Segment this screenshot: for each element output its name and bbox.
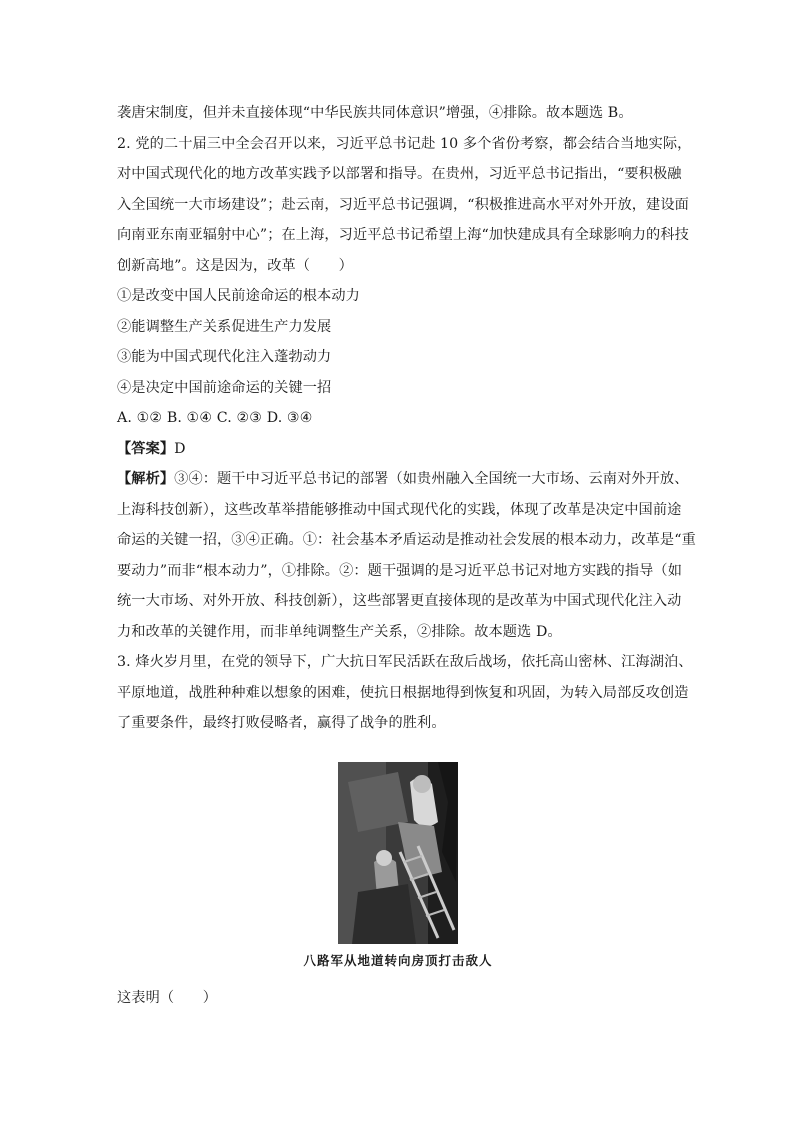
answer-line bbox=[117, 434, 697, 465]
analysis-line-3: 命运的关键一招，③④正确。①：社会基本矛盾运动是推动社会发展的根本动力，改革是“重 bbox=[117, 532, 696, 548]
option-4: ④是决定中国前途命运的关键一招 bbox=[117, 379, 332, 396]
analysis-line-4: 要动力”而非“根本动力”，①排除。②：题干强调的是习近平总书记对地方实践的指导（如 bbox=[117, 562, 682, 579]
historical-photo bbox=[338, 762, 458, 944]
analysis-line-6: 力和改革的关键作用，而非单纯调整生产关系，②排除。故本题选 D。 bbox=[117, 623, 562, 640]
document-content bbox=[117, 98, 697, 739]
analysis-line-1 bbox=[117, 464, 697, 495]
question-2-line-1: 2. 党的二十届三中全会召开以来，习近平总书记赴 10 多个省份考察，都会结合当地实际， bbox=[117, 135, 692, 152]
option-3: ③能为中国式现代化注入蓬勃动力 bbox=[117, 349, 332, 365]
soldiers-climbing-image bbox=[338, 762, 458, 944]
answer-label: 【答案】 bbox=[117, 440, 175, 457]
analysis-line-2: 上海科技创新），这些改革举措能够推动中国式现代化的实践，体现了改革是决定中国前途 bbox=[117, 501, 682, 518]
question-3-line-1: 3. 烽火岁月里，在党的领导下，广大抗日军民活跃在敌后战场，依托高山密林、江海湖泊、 bbox=[117, 654, 693, 670]
question-3-line-2: 平原地道，战胜种种难以想象的困难，使抗日根据地得到恢复和巩固，为转入局部反攻创造 bbox=[117, 684, 689, 701]
prev-analysis-tail: 袭唐宋制度，但并未直接体现“中华民族共同体意识”增强，④排除。故本题选 B。 bbox=[117, 105, 633, 121]
question-2-line-5: 创新高地”。这是因为，改革（ ） bbox=[117, 257, 353, 274]
choices-line: A. ①② B. ①④ C. ②③ D. ③④ bbox=[117, 410, 313, 426]
question-2-line-2: 对中国式现代化的地方改革实践予以部署和指导。在贵州，习近平总书记指出，“要积极融 bbox=[117, 166, 682, 182]
question-2-line-3: 入全国统一大市场建设”；赴云南，习近平总书记强调，“积极推进高水平对外开放，建设面 bbox=[117, 196, 689, 213]
analysis-text-1: ③④：题干中习近平总书记的部署（如贵州融入全国统一大市场、云南对外开放、 bbox=[174, 471, 689, 487]
analysis-label: 【解析】 bbox=[117, 471, 175, 487]
question-3-prompt: 这表明（ ） bbox=[117, 990, 218, 1006]
figure-caption: 八路军从地道转向房顶打击敌人 bbox=[303, 953, 493, 968]
option-2: ②能调整生产关系促进生产力发展 bbox=[117, 318, 332, 335]
analysis-line-5: 统一大市场、对外开放、科技创新），这些部署更直接体现的是改革为中国式现代化注入动 bbox=[117, 593, 682, 609]
question-2-line-4: 向南亚东南亚辐射中心”；在上海，习近平总书记希望上海“加快建成具有全球影响力的科技 bbox=[117, 227, 689, 243]
option-1: ①是改变中国人民前途命运的根本动力 bbox=[117, 288, 360, 304]
question-3-line-3: 了重要条件，最终打败侵略者，赢得了战争的胜利。 bbox=[117, 715, 446, 731]
answer-value: D bbox=[174, 440, 186, 457]
